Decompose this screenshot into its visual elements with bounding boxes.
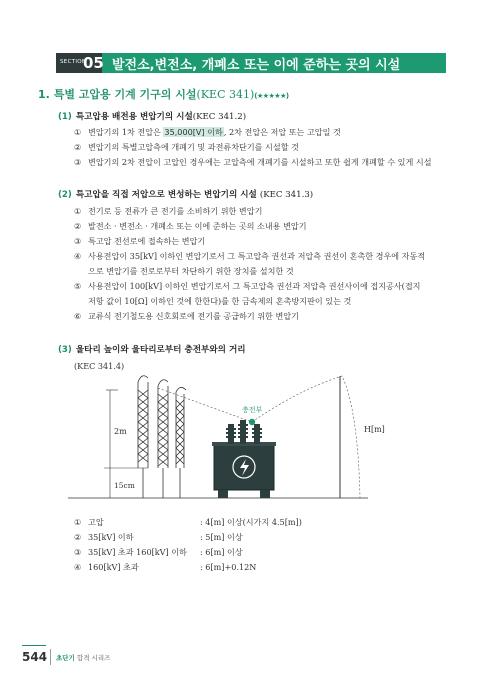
section-title: 발전소,변전소, 개폐소 또는 이에 준하는 곳의 시설 xyxy=(112,58,401,73)
section-header-bar xyxy=(56,53,446,73)
subheading-1 xyxy=(58,110,246,122)
subheading-3-ref: (KEC 341.4) xyxy=(74,361,125,371)
fence-clearance-diagram xyxy=(68,370,388,505)
heading-1-text: 특별 고압용 기계 기구의 시설 xyxy=(53,88,197,101)
label-15cm: 15cm xyxy=(114,481,135,490)
subheading-3-title: 울타리 높이와 울타리로부터 충전부와의 거리 xyxy=(75,345,246,355)
heading-1-ref: (KEC 341) xyxy=(196,88,255,101)
label-H: H[m] xyxy=(364,425,385,434)
spec-row-2: ② 35[kV] 이하 xyxy=(74,532,134,542)
sub1-item-3: ③ 변압기의 2차 전압이 고압인 경우에는 고압측에 개폐기를 시설하고 또한 쉽게 개폐할 수 있게 시설 xyxy=(74,157,432,167)
subheading-3-number: (3) xyxy=(58,345,72,355)
section-tag xyxy=(56,53,102,73)
highlight-35000v: 35,000[V] 이하 xyxy=(164,127,223,137)
section-number: 05 xyxy=(83,54,104,72)
footer-series: 초단기 합격 시리즈 xyxy=(56,654,111,662)
sub2-item-5-cont: 저항 값이 10[Ω] 이하인 것에 한한다)를 한 금속제의 혼촉방지판이 있는 것 xyxy=(88,296,352,306)
subheading-1-title: 특고압용 배전용 변압기의 시설 xyxy=(75,112,193,122)
spec-value-3: : 6[m] 이상 xyxy=(200,547,243,557)
page-number: 544 xyxy=(22,650,48,664)
footer-divider xyxy=(50,649,51,665)
heading-1-number: 1. xyxy=(38,88,50,101)
sub1-item-2: ② 변압기의 특별고압측에 개폐기 및 과전류차단기를 시설할 것 xyxy=(74,142,299,152)
sub2-item-6: ⑥ 교류식 전기철도용 신호회로에 전기를 공급하기 위한 변압기 xyxy=(74,311,299,321)
subheading-1-number: (1) xyxy=(58,112,72,122)
sub2-item-5: ⑤ 사용전압이 100[kV] 이하인 변압기로서 그 특고압측 권선과 저압측 권선사이에 접지공사(접지 xyxy=(74,281,421,291)
sub2-item-1: ① 전기로 등 전류가 큰 전기를 소비하기 위한 변압기 xyxy=(74,206,263,216)
footer-rule xyxy=(22,645,46,646)
sub2-item-4-cont: 으로 변압기를 전로로부터 차단하기 위한 장치를 설치한 것 xyxy=(88,266,294,276)
sub2-item-4: ④ 사용전압이 35[kV] 이하인 변압기로서 그 특고압측 권선과 저압측 권선이 혼촉한 경우에 자동적 xyxy=(74,251,426,261)
spec-value-4: : 6[m]+0.12N xyxy=(200,562,257,572)
label-live-part: 충전부 xyxy=(242,406,263,414)
label-2m: 2m xyxy=(114,427,127,436)
sub2-item-3: ③ 특고압 전선로에 접속하는 변압기 xyxy=(74,236,206,246)
spec-row-1: ① 고압 xyxy=(74,517,104,527)
spec-row-4: ④ 160[kV] 초과 xyxy=(74,562,139,572)
sub2-item-2: ② 발전소 · 변전소 · 개폐소 또는 이에 준하는 곳의 소내용 변압기 xyxy=(74,221,307,231)
transformer-icon xyxy=(212,420,276,498)
subheading-2-title: 특고압을 직접 저압으로 변성하는 변압기의 시설 xyxy=(75,190,257,200)
spec-value-1: : 4[m] 이상(시가지 4.5[m]) xyxy=(200,517,302,527)
heading-1-stars: (★★★★★) xyxy=(254,92,289,100)
subheading-1-ref: (KEC 341.2) xyxy=(192,112,247,122)
subheading-3 xyxy=(58,343,246,355)
spec-row-3: ③ 35[kV] 초과 160[kV] 이하 xyxy=(74,547,187,557)
heading-1 xyxy=(38,86,289,102)
spec-value-2: : 5[m] 이상 xyxy=(200,532,243,542)
clearance-dashed-line xyxy=(158,388,252,422)
section-label: SECTION xyxy=(60,59,87,65)
subheading-2-ref: (KEC 341.3) xyxy=(259,190,314,200)
subheading-2-number: (2) xyxy=(58,190,72,200)
sub1-item-1: ① 변압기의 1차 전압은 35,000[V] 이하, 2차 전압은 저압 또는 고압일 것 xyxy=(74,127,341,137)
subheading-2 xyxy=(58,188,313,200)
